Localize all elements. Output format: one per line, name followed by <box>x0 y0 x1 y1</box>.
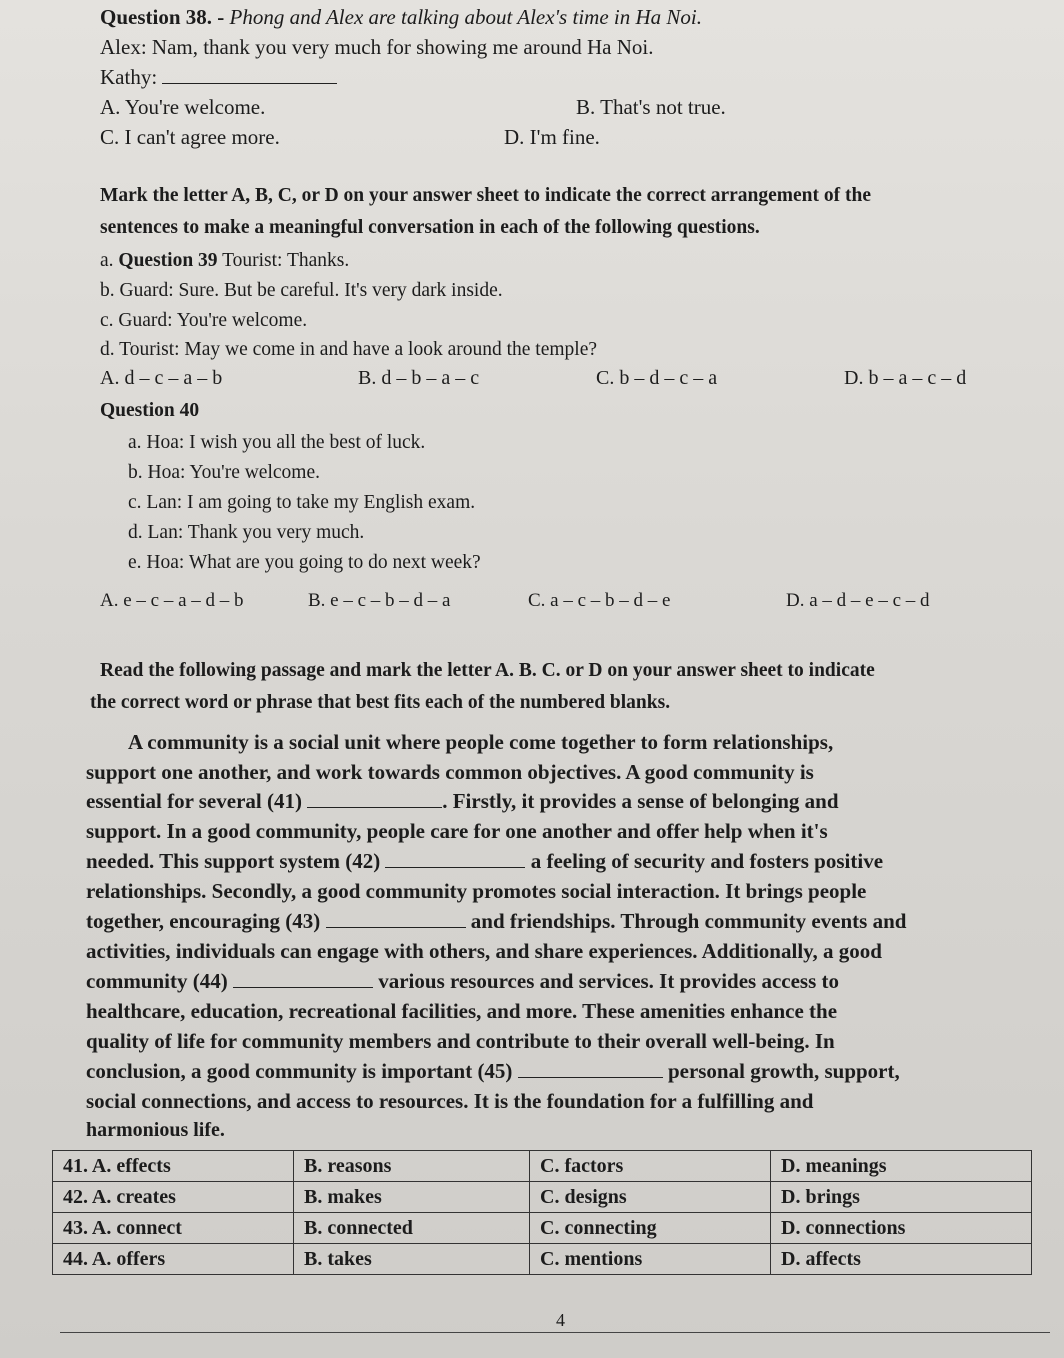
passage-line-3 <box>86 789 839 814</box>
passage-line-1: A community is a social unit where people come together to form relationships, <box>128 730 834 754</box>
passage-line-3b: . Firstly, it provides a sense of belonging and <box>442 789 839 813</box>
passage-line-9b: various resources and services. It provides access to <box>378 969 840 993</box>
answer-42-d[interactable]: D. brings <box>771 1182 1032 1213</box>
q40-item-c: c. Lan: I am going to take my English exam. <box>128 492 476 513</box>
q39-label: Question 39 <box>118 250 218 271</box>
passage-line-11: quality of life for community members and contribute to their overall well-being. In <box>86 1029 835 1053</box>
q38-speaker: Kathy: <box>100 65 158 89</box>
answer-41-c[interactable]: C. factors <box>530 1151 771 1182</box>
q39-option-d[interactable]: D. b – a – c – d <box>844 367 967 389</box>
passage-line-7a: together, encouraging (43) <box>86 909 321 933</box>
q40-label: Question 40 <box>100 400 200 421</box>
answer-row-44 <box>53 1244 1032 1275</box>
passage-line-12a: conclusion, a good community is important (45) <box>86 1059 513 1083</box>
q39-item-d: d. Tourist: May we come in and have a look around the temple? <box>100 339 598 360</box>
passage-line-7 <box>86 909 906 934</box>
q39-option-c[interactable]: C. b – d – c – a <box>596 367 718 389</box>
answer-row-43 <box>53 1213 1032 1244</box>
answer-41-b[interactable]: B. reasons <box>294 1151 530 1182</box>
q38-option-b[interactable]: B. That's not true. <box>576 95 726 119</box>
passage-line-13: social connections, and access to resources. It is the foundation for a fulfilling and <box>86 1089 814 1113</box>
answer-41-a[interactable]: 41. A. effects <box>53 1151 294 1182</box>
answer-43-d[interactable]: D. connections <box>771 1213 1032 1244</box>
passage-line-12 <box>86 1059 900 1084</box>
blank-41[interactable] <box>307 807 442 808</box>
passage-line-2: support one another, and work towards common objectives. A good community is <box>86 760 814 784</box>
q38-line1: Alex: Nam, thank you very much for showing me around Ha Noi. <box>100 35 654 59</box>
answer-43-c[interactable]: C. connecting <box>530 1213 771 1244</box>
instructions2-line1: Read the following passage and mark the letter A. B. C. or D on your answer sheet to indicate <box>100 660 875 681</box>
q40-item-e: e. Hoa: What are you going to do next week? <box>128 552 481 573</box>
answer-42-b[interactable]: B. makes <box>294 1182 530 1213</box>
answer-42-a[interactable]: 42. A. creates <box>53 1182 294 1213</box>
blank-44[interactable] <box>233 987 373 988</box>
q40-option-d[interactable]: D. a – d – e – c – d <box>786 590 930 611</box>
passage-line-5 <box>86 849 883 874</box>
q38-line2 <box>100 65 337 90</box>
q40-option-c[interactable]: C. a – c – b – d – e <box>528 590 671 611</box>
blank-42[interactable] <box>385 867 525 868</box>
q40-item-a: a. Hoa: I wish you all the best of luck. <box>128 432 426 453</box>
instructions1-line1: Mark the letter A, B, C, or D on your answer sheet to indicate the correct arrangement of the <box>100 185 871 206</box>
passage-line-5a: needed. This support system (42) <box>86 849 381 873</box>
answer-row-42 <box>53 1182 1032 1213</box>
answer-row-41 <box>53 1151 1032 1182</box>
q38-blank <box>162 83 337 84</box>
q38-option-c[interactable]: C. I can't agree more. <box>100 125 280 149</box>
q40-option-a[interactable]: A. e – c – a – d – b <box>100 590 244 611</box>
q40-option-b[interactable]: B. e – c – b – d – a <box>308 590 451 611</box>
q38-label: Question 38. - <box>100 5 225 29</box>
instructions1-line2: sentences to make a meaningful conversation in each of the following questions. <box>100 217 760 238</box>
q39-option-b[interactable]: B. d – b – a – c <box>358 367 480 389</box>
page-number: 4 <box>556 1310 565 1330</box>
answer-43-a[interactable]: 43. A. connect <box>53 1213 294 1244</box>
passage-line-12b: personal growth, support, <box>667 1059 900 1083</box>
q39-option-a[interactable]: A. d – c – a – b <box>100 367 223 389</box>
passage-line-6: relationships. Secondly, a good community promotes social interaction. It brings people <box>86 879 867 903</box>
answer-44-c[interactable]: C. mentions <box>530 1244 771 1275</box>
answer-44-a[interactable]: 44. A. offers <box>53 1244 294 1275</box>
blank-43[interactable] <box>326 927 466 928</box>
passage-line-7b: and friendships. Through community events and <box>470 909 907 933</box>
footer-rule <box>60 1332 1050 1333</box>
passage-line-14: harmonious life. <box>86 1119 225 1141</box>
q39-item-a <box>100 250 349 272</box>
answer-44-b[interactable]: B. takes <box>294 1244 530 1275</box>
passage-line-3a: essential for several (41) <box>86 789 302 813</box>
q39-item-c: c. Guard: You're welcome. <box>100 310 308 331</box>
passage-line-9a: community (44) <box>86 969 228 993</box>
answer-42-c[interactable]: C. designs <box>530 1182 771 1213</box>
instructions2-line2: the correct word or phrase that best fits each of the numbered blanks. <box>90 692 671 713</box>
q38-prompt: Phong and Alex are talking about Alex's time in Ha Noi. <box>229 5 702 29</box>
blank-45[interactable] <box>518 1077 663 1078</box>
passage-line-10: healthcare, education, recreational facilities, and more. These amenities enhance the <box>86 999 838 1023</box>
q39-item-b: b. Guard: Sure. But be careful. It's very dark inside. <box>100 280 503 301</box>
answer-41-d[interactable]: D. meanings <box>771 1151 1032 1182</box>
answer-43-b[interactable]: B. connected <box>294 1213 530 1244</box>
q40-item-b: b. Hoa: You're welcome. <box>128 462 320 483</box>
q39-a-text: Tourist: Thanks. <box>222 250 350 271</box>
q39-a-prefix: a. <box>100 250 114 271</box>
passage-line-9 <box>86 969 839 994</box>
passage-line-8: activities, individuals can engage with others, and share experiences. Additionally, a good <box>86 939 882 963</box>
q38-option-d[interactable]: D. I'm fine. <box>504 125 600 149</box>
q40-item-d: d. Lan: Thank you very much. <box>128 522 365 543</box>
answer-44-d[interactable]: D. affects <box>771 1244 1032 1275</box>
q38-option-a[interactable]: A. You're welcome. <box>100 95 266 119</box>
passage-line-4: support. In a good community, people care for one another and offer help when it's <box>86 819 828 843</box>
q38-header <box>100 5 702 30</box>
answer-table <box>52 1150 1032 1275</box>
passage-line-5b: a feeling of security and fosters positive <box>530 849 884 873</box>
